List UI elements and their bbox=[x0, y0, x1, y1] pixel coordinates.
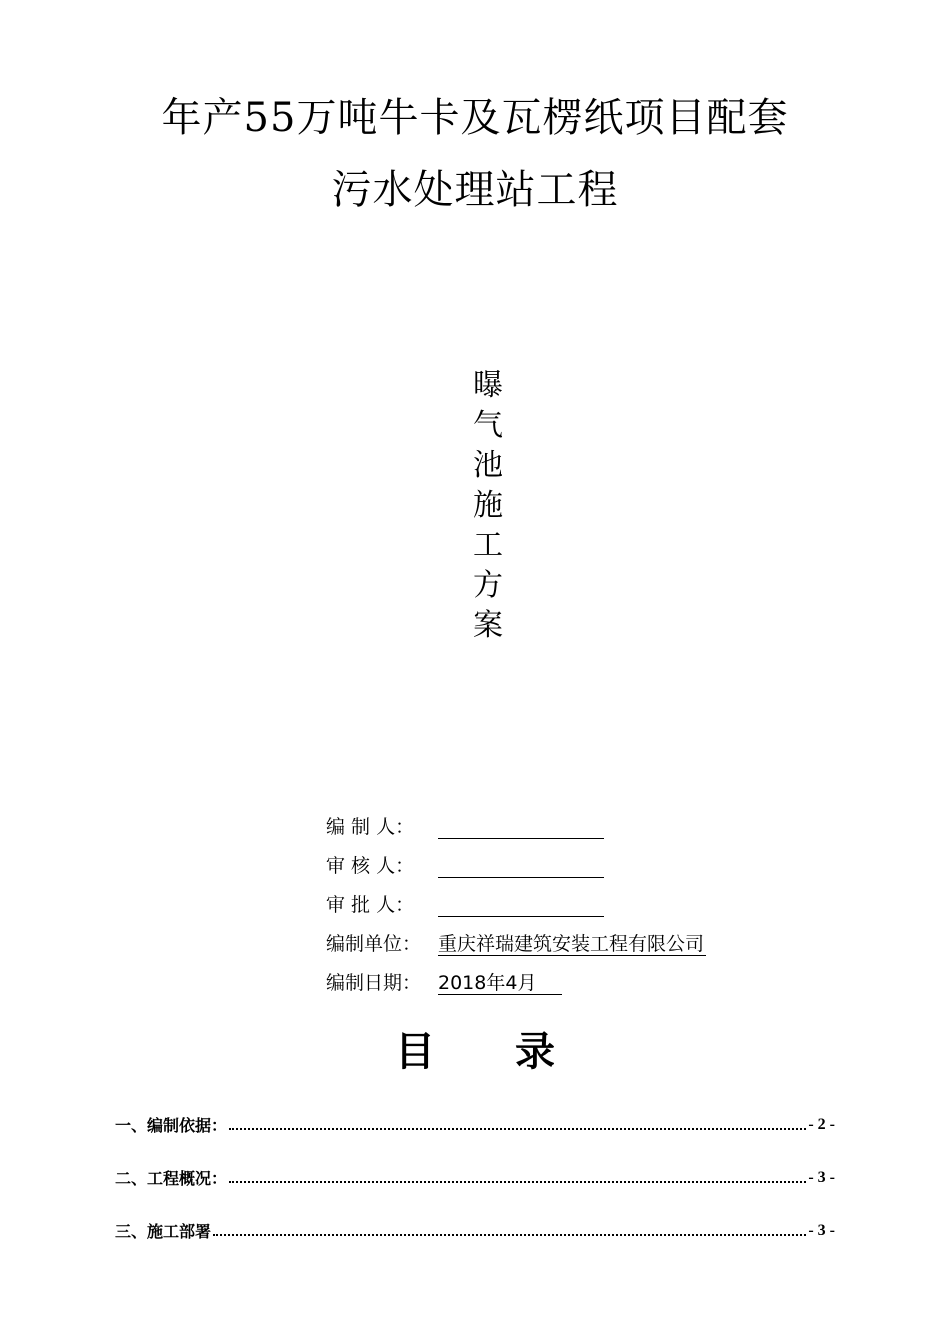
info-row-date bbox=[326, 956, 826, 995]
toc-item-page: - 2 - bbox=[808, 1115, 835, 1133]
organization-label: 编制单位： bbox=[326, 933, 422, 955]
info-row-organization bbox=[326, 917, 826, 956]
approver-blank-field bbox=[438, 894, 604, 917]
date-value: 2018年4月 bbox=[438, 972, 562, 995]
info-row-approver bbox=[326, 878, 826, 917]
toc-item-label: 一、编制依据： bbox=[115, 1116, 228, 1135]
editor-blank-field bbox=[438, 816, 604, 839]
toc-item-page: - 3 - bbox=[808, 1168, 835, 1186]
subtitle-char: 池 bbox=[473, 448, 503, 483]
reviewer-blank-field bbox=[438, 855, 604, 878]
toc-item[interactable] bbox=[115, 1098, 835, 1151]
toc-leader-dots bbox=[229, 1116, 806, 1130]
editor-label: 编 制 人： bbox=[326, 816, 415, 838]
toc-item-page: - 3 - bbox=[808, 1221, 835, 1239]
toc-heading-left: 目 bbox=[395, 1029, 435, 1075]
subtitle-char: 方 bbox=[473, 568, 503, 603]
reviewer-label: 审 核 人： bbox=[326, 855, 415, 877]
subtitle-char: 气 bbox=[473, 408, 503, 443]
document-title-line2: 污水处理站工程 bbox=[331, 167, 619, 213]
signature-info-block bbox=[326, 800, 826, 995]
toc-item-label: 三、施工部署 bbox=[115, 1222, 212, 1241]
toc-heading bbox=[0, 1024, 950, 1080]
organization-value: 重庆祥瑞建筑安装工程有限公司 bbox=[438, 933, 705, 955]
toc-item[interactable] bbox=[115, 1204, 835, 1257]
toc-item[interactable] bbox=[115, 1151, 835, 1204]
subtitle-char: 工 bbox=[473, 528, 503, 563]
toc-item-label: 二、工程概况： bbox=[115, 1169, 228, 1188]
info-row-reviewer bbox=[326, 839, 826, 878]
subtitle-char: 施 bbox=[473, 488, 503, 523]
toc-heading-right: 录 bbox=[515, 1029, 555, 1075]
table-of-contents bbox=[115, 1098, 835, 1257]
date-label: 编制日期： bbox=[326, 972, 422, 994]
subtitle-char: 案 bbox=[473, 608, 503, 643]
vertical-subtitle bbox=[466, 366, 510, 646]
subtitle-char: 曝 bbox=[473, 368, 503, 403]
toc-leader-dots bbox=[229, 1169, 806, 1183]
approver-label: 审 批 人： bbox=[326, 894, 415, 916]
toc-leader-dots bbox=[213, 1222, 806, 1236]
info-row-editor bbox=[326, 800, 826, 839]
document-title-line1: 年产55万吨牛卡及瓦楞纸项目配套 bbox=[161, 95, 789, 141]
